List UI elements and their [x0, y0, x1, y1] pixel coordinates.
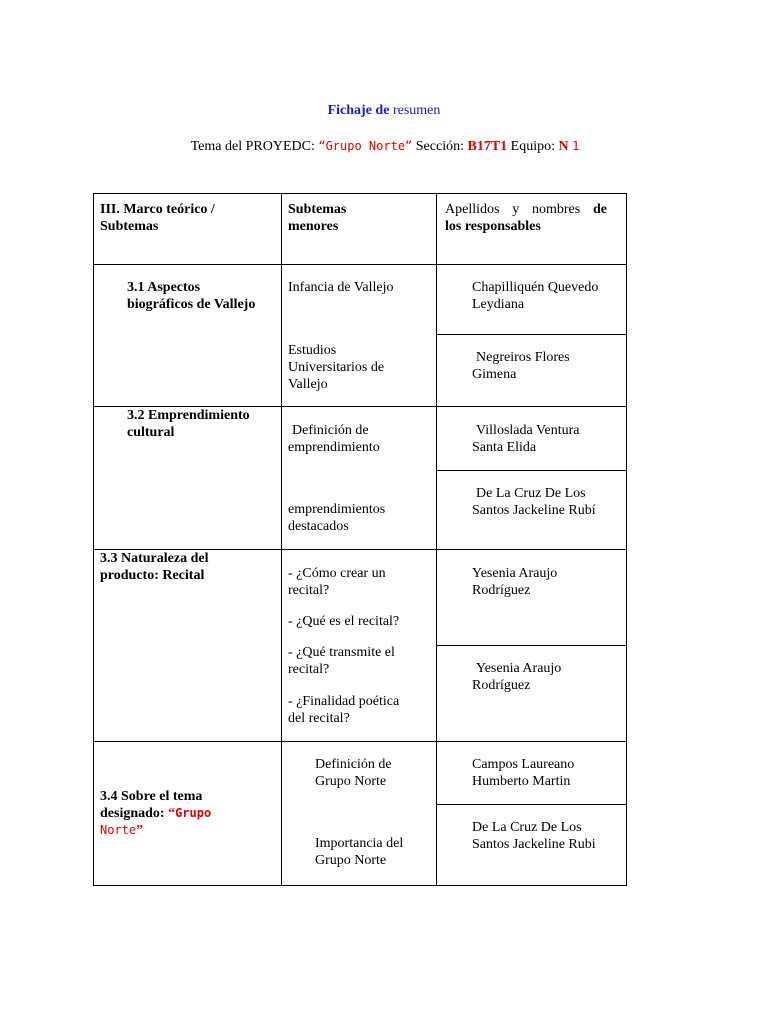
subtopic-infancia: Infancia de Vallejo	[288, 280, 394, 295]
seccion-value: B17T1	[467, 139, 508, 154]
responsable-3-3-a: Yesenia Araujo Rodríguez	[472, 566, 558, 598]
subrow-divider	[436, 334, 626, 335]
subrow-divider	[436, 470, 626, 471]
tema-value: “Grupo Norte”	[318, 139, 413, 153]
subrow-divider	[436, 804, 626, 805]
document-subtitle	[0, 138, 768, 155]
equipo-num: 1	[572, 139, 580, 153]
responsable-3-4-a: Campos Laureano Humberto Martin	[472, 757, 575, 789]
subtopic-definicion-grupo-norte: Definición de Grupo Norte	[315, 757, 392, 789]
subrow-divider	[436, 645, 626, 646]
responsable-3-3-b: Yesenia Araujo Rodríguez	[472, 661, 562, 693]
subtopic-importancia-grupo-norte: Importancia del Grupo Norte	[315, 836, 404, 868]
column-divider	[281, 194, 282, 885]
tema-label: Tema del PROYEDC:	[190, 139, 315, 154]
theme-3-4: 3.4 Sobre el tema designado: “Grupo Norte”	[100, 789, 212, 838]
responsable-3-1-b: Negreiros Flores Gimena	[472, 350, 570, 382]
subtopic-como-crear: - ¿Cómo crear un recital?	[288, 566, 386, 598]
responsable-3-4-b: De La Cruz De Los Santos Jackeline Rubi	[472, 820, 596, 852]
equipo-n: N	[558, 139, 569, 154]
responsable-3-1-a: Chapilliquén Quevedo Leydiana	[472, 280, 599, 312]
theme-3-1: 3.1 Aspectos biográficos de Vallejo	[127, 280, 256, 312]
row-divider	[94, 264, 626, 265]
subtopic-definicion-emprendimiento: Definición de emprendimiento	[288, 423, 380, 455]
theme-3-2: 3.2 Emprendimiento cultural	[127, 408, 250, 440]
subtopic-que-transmite: - ¿Qué transmite el recital?	[288, 645, 395, 677]
equipo-label: Equipo:	[510, 139, 556, 154]
title-bold: Fichaje de	[327, 103, 390, 118]
title-rest: resumen	[392, 103, 441, 118]
responsable-3-2-a: Villoslada Ventura Santa Elida	[472, 423, 580, 455]
responsable-3-2-b: De La Cruz De Los Santos Jackeline Rubí	[472, 486, 596, 518]
subtopic-emprendimientos-destacados: emprendimientos destacados	[288, 502, 386, 534]
row-divider	[94, 741, 626, 742]
document-title	[0, 102, 768, 119]
resumen-table	[93, 193, 627, 886]
subtopic-que-es: - ¿Qué es el recital?	[288, 614, 400, 629]
header-marco-teorico: III. Marco teórico / Subtemas	[100, 202, 215, 234]
subtopic-estudios: Estudios Universitarios de Vallejo	[288, 343, 385, 392]
header-responsables: Apellidos y nombres de los responsables	[445, 202, 607, 234]
column-divider	[436, 194, 437, 885]
theme-3-3: 3.3 Naturaleza del producto: Recital	[100, 551, 209, 583]
subtopic-finalidad-poetica: - ¿Finalidad poética del recital?	[288, 694, 400, 726]
header-subtemas-menores: Subtemas menores	[288, 202, 347, 234]
seccion-label: Sección:	[415, 139, 464, 154]
